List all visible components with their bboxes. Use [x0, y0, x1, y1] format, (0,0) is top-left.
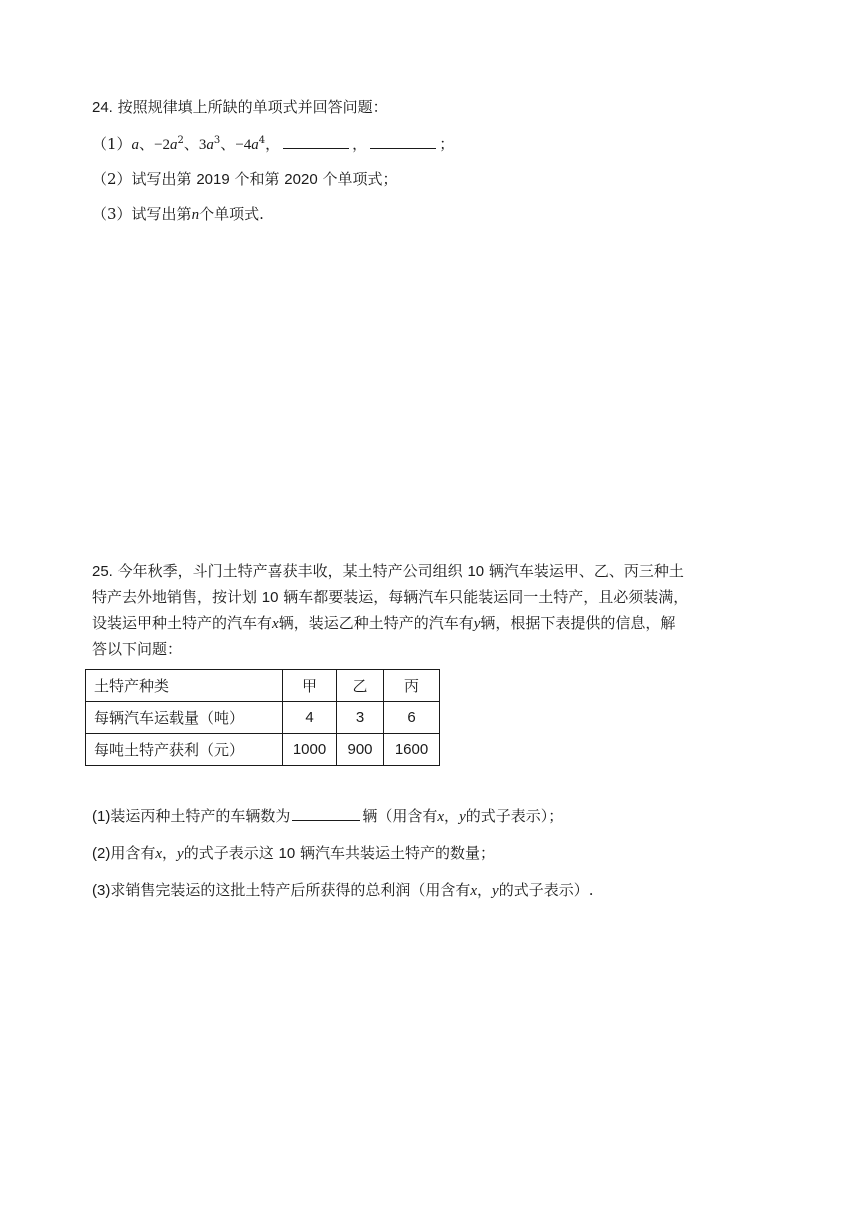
separator: ，	[444, 807, 460, 825]
variable-x: x	[272, 616, 279, 632]
term3-exp: 3	[213, 135, 221, 146]
variable-y: y	[177, 846, 184, 862]
variable-n: n	[191, 207, 200, 223]
table-row	[86, 702, 440, 734]
variable-y: y	[473, 616, 481, 632]
number: 10	[278, 845, 296, 862]
text: 辆车都要装运，每辆汽车只能装运同一土特产，且必须装满，	[283, 588, 689, 606]
q24-number: 24.	[92, 99, 113, 116]
q24-part1-line	[92, 134, 454, 155]
q24-part1-label: （1）	[92, 135, 132, 153]
table-cell: 1600	[384, 734, 440, 766]
term2-var: a	[170, 137, 178, 153]
q25-part3-line	[92, 880, 594, 901]
q25-number: 25.	[92, 563, 113, 580]
separator: 、	[183, 135, 199, 153]
variable-y: y	[492, 883, 499, 899]
number: 2019	[196, 171, 230, 188]
q25-part2-line	[92, 843, 495, 864]
term3-coef: 3	[198, 137, 207, 153]
text: 用含有	[110, 844, 156, 862]
text: 今年秋季，斗门土特产喜获丰收，某土特产公司组织	[117, 562, 463, 580]
text: 设装运甲种土特产的汽车有	[92, 614, 273, 632]
text: 个单项式；	[322, 170, 398, 188]
q25-line2	[92, 587, 688, 608]
term3-var: a	[206, 137, 214, 153]
number: 10	[467, 563, 485, 580]
q24-part2-line	[92, 169, 397, 190]
text: 求销售完装运的这批土特产后所获得的总利润（用含有	[110, 881, 471, 899]
table-cell: 土特产种类	[86, 670, 283, 702]
table-cell: 900	[337, 734, 384, 766]
table-cell: 甲	[283, 670, 337, 702]
text: 辆（用含有	[362, 807, 438, 825]
table-cell: 丙	[384, 670, 440, 702]
answer-blank-2[interactable]	[370, 135, 436, 149]
answer-blank-3[interactable]	[292, 807, 360, 821]
text: 辆，根据下表提供的信息，解	[480, 614, 676, 632]
end-punct: ；	[439, 135, 455, 153]
q24-stem: 按照规律填上所缺的单项式并回答问题：	[117, 98, 388, 116]
specialty-table	[85, 669, 440, 766]
term4-var: a	[251, 137, 259, 153]
text: 辆汽车装运甲、乙、丙三种土	[488, 562, 684, 580]
table-cell: 乙	[337, 670, 384, 702]
variable-x: x	[155, 846, 163, 862]
q25-line3	[92, 613, 675, 634]
q24-stem-line	[92, 97, 388, 118]
table-header-row	[86, 670, 440, 702]
table-cell: 每吨土特产获利（元）	[86, 734, 283, 766]
answer-blank-1[interactable]	[283, 135, 349, 149]
table-cell: 1000	[283, 734, 337, 766]
text: 个单项式.	[199, 205, 264, 223]
separator: 、	[220, 135, 236, 153]
text: 的式子表示这	[183, 844, 274, 862]
q25-line1	[92, 561, 684, 582]
term4-coef: −4	[235, 137, 252, 153]
q25-line4	[92, 639, 182, 659]
table-row	[86, 734, 440, 766]
term4-exp: 4	[258, 135, 266, 146]
text: 个和第	[234, 170, 280, 188]
separator: ，	[162, 844, 178, 862]
part-label: (1)	[92, 808, 111, 825]
table-cell: 6	[384, 702, 440, 734]
text: 的式子表示）；	[465, 807, 564, 825]
q24-part2-label: （2）	[92, 170, 132, 188]
term2-exp: 2	[177, 135, 184, 146]
part-label: (2)	[92, 845, 111, 862]
part-label: (3)	[92, 882, 111, 899]
variable-x: x	[470, 883, 478, 899]
q24-part3-line	[92, 204, 264, 225]
text: 试写出第	[131, 205, 192, 223]
text: 辆汽车共装运土特产的数量；	[299, 844, 495, 862]
text: 的式子表示）.	[498, 881, 594, 899]
text: 特产去外地销售，按计划	[92, 588, 258, 606]
text: 辆，装运乙种土特产的汽车有	[278, 614, 474, 632]
variable-x: x	[437, 809, 445, 825]
separator: ，	[477, 881, 493, 899]
table-cell: 每辆汽车运载量（吨）	[86, 702, 283, 734]
separator: ，	[352, 135, 368, 153]
text: 答以下问题：	[92, 640, 183, 658]
number: 2020	[284, 171, 318, 188]
q25-part1-line	[92, 806, 563, 827]
number: 10	[261, 589, 279, 606]
table-cell: 4	[283, 702, 337, 734]
separator: 、	[139, 135, 155, 153]
term1: a	[131, 137, 140, 153]
separator: ，	[265, 135, 281, 153]
text: 装运丙种土特产的车辆数为	[110, 807, 291, 825]
variable-y: y	[459, 809, 466, 825]
term2-coef: −2	[154, 137, 171, 153]
text: 试写出第	[131, 170, 192, 188]
table-cell: 3	[337, 702, 384, 734]
q24-part3-label: （3）	[92, 205, 132, 223]
